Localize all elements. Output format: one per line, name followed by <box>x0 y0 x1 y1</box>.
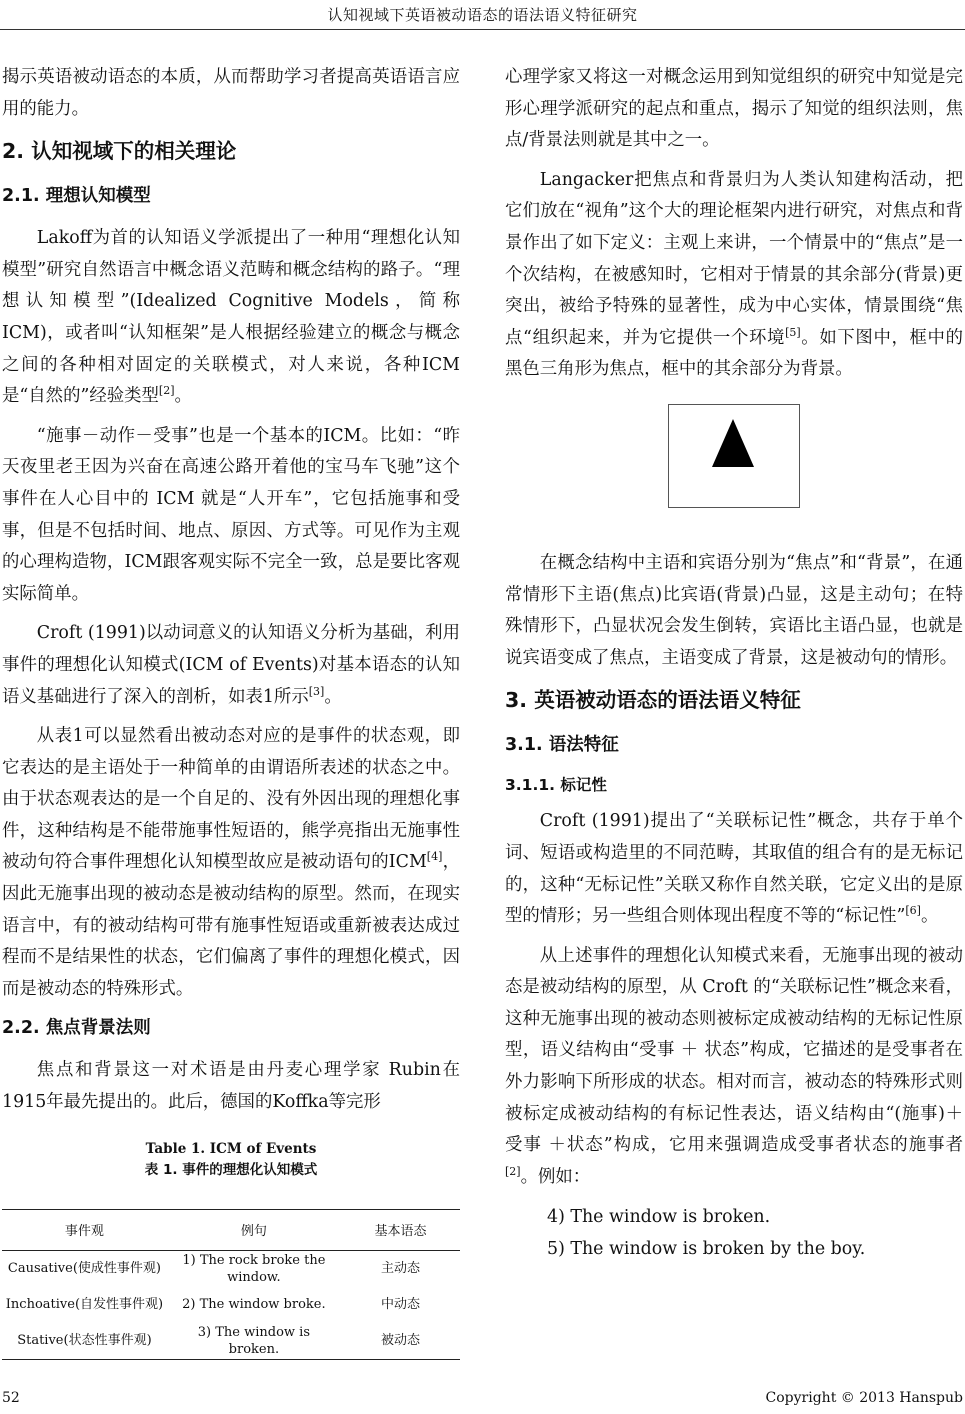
table-cell: 主动态 <box>380 1261 420 1277</box>
table-cell: Causative(使成性事件观) <box>7 1261 161 1277</box>
table-row <box>2 1323 460 1360</box>
figure-ground-diagram <box>668 404 800 508</box>
paragraph-icm-definition: Lakoff为首的认知语义学派提出了一种用“理想化认知模型”研究自然语言中概念语义范畴和概念结构的路子。“理想认知模型”(Idealized Cognitive Models，简称 ICM)，或者叫“认知框架”是人根据经验建立的概念与概念之间的各种相对固定的关联模式，对人来说，各种ICM是“自然的”经验类型[2]。 <box>2 228 460 407</box>
focus-triangle-icon <box>669 405 799 507</box>
table-cell: Stative(状态性事件观) <box>2 1323 167 1360</box>
paragraph-subject-object: 在概念结构中主语和宾语分别为“焦点”和“背景”，在通常情形下主语(焦点)比宾语(背景)凸显，这是主动句；在特殊情形下，凸显状况会发生倒转，宾语比主语凸显，也就是说宾语变成了焦点，主语变成了背景，这是被动句的情形。 <box>505 552 963 668</box>
section-heading-3: 3. 英语被动语态的语法语义特征 <box>505 688 801 713</box>
paragraph-icm-example: “施事－动作－受事”也是一个基本的ICM。比如：“昨天夜里老王因为兴奋在高速公路开着他的宝马车飞驰”这个事件在人心目中的 ICM 就是“人开车”，它包括施事和受事，但是不包括时间、地点、原因、方式等。可见作为主观的心理构造物，ICM跟客观实际不完全一致，总是要比客观实际简单。 <box>2 425 460 604</box>
table-header-cell: 例句 <box>167 1209 341 1250</box>
table-cell: Inchoative(自发性事件观) <box>5 1297 164 1313</box>
table-header-row <box>2 1209 460 1250</box>
citation-ref[interactable]: [2] <box>505 1165 521 1179</box>
citation-ref[interactable]: [5] <box>785 325 801 339</box>
header-rule <box>0 29 965 30</box>
table-cell: 1) The rock broke the window. <box>182 1252 326 1285</box>
subsection-heading-3-1: 3.1. 语法特征 <box>505 735 619 756</box>
table-caption-en: Table 1. ICM of Events <box>145 1140 317 1157</box>
right-column <box>505 62 963 1265</box>
table-cell: 2) The window broke. <box>182 1297 326 1313</box>
subsubsection-heading-3-1-1: 3.1.1. 标记性 <box>505 776 607 795</box>
left-column <box>2 62 460 1360</box>
paragraph-croft: Croft (1991)以动词意义的认知语义分析为基础，利用事件的理想化认知模式(ICM of Events)对基本语态的认知语义基础进行了深入的剖析，如表1所示[3]。 <box>2 623 460 707</box>
section-heading-2: 2. 认知视域下的相关理论 <box>2 139 237 164</box>
citation-ref[interactable]: [4] <box>426 850 443 864</box>
icm-events-table <box>2 1209 460 1360</box>
paragraph-prototype: 从上述事件的理想化认知模式来看，无施事出现的被动态是被动结构的原型，从 Croft 的“关联标记性”概念来看，这种无施事出现的被动态则被标定成被动结构的无标记性原型，语义结构由“受事 ＋ 状态”构成，它描述的是受事者在外力影响下所形成的状态。相对而言，被动态的特殊形式则被标定成被动结构的有标记性表达，语义结构由“(施事)＋ 受事 ＋状态”构成，它用来强调造成受事者状态的施事者[2]。例如： <box>505 945 963 1187</box>
citation-ref[interactable]: [6] <box>905 904 921 918</box>
table-cell: 中动态 <box>380 1297 420 1313</box>
subsection-heading-2-1: 2.1. 理想认知模型 <box>2 186 151 207</box>
paragraph-gestalt-continued: 心理学家又将这一对概念运用到知觉组织的研究中知觉是完形心理学派研究的起点和重点，揭示了知觉的组织法则，焦点/背景法则就是其中之一。 <box>505 67 963 151</box>
table-header-cell: 事件观 <box>2 1209 167 1250</box>
paragraph-markedness: Croft (1991)提出了“关联标记性”概念，共存于单个词、短语或构造里的不同范畴，其取值的组合有的是无标记的，这种“无标记性”关联又称作自然关联，它定义出的是原型的情形；另一些组合则体现出程度不等的“标记性”[6]。 <box>505 811 963 927</box>
table-caption <box>2 1139 460 1181</box>
example-sentence: 4) The window is broken. <box>547 1207 771 1228</box>
running-head: 认知视域下英语被动语态的语法语义特征研究 <box>327 6 638 24</box>
page-number: 52 <box>2 1390 20 1406</box>
subsection-heading-2-2: 2.2. 焦点背景法则 <box>2 1018 151 1039</box>
paragraph-intro-continued: 揭示英语被动语态的本质，从而帮助学习者提高英语语言应用的能力。 <box>2 67 460 119</box>
table-header-cell: 基本语态 <box>341 1209 460 1250</box>
table-cell: 3) The window is broken. <box>167 1323 341 1360</box>
paragraph-langacker: Langacker把焦点和背景归为人类认知建构活动，把它们放在“视角”这个大的理论框架内进行研究，对焦点和背景作出了如下定义：主观上来讲，一个情景中的“焦点”是一个次结构，在被感知时，它相对于情景的其余部分(背景)更突出，被给予特殊的显著性，成为中心实体，情景围绕“焦点“组织起来，并为它提供一个环境[5]。如下图中，框中的黑色三角形为焦点，框中的其余部分为背景。 <box>505 169 963 380</box>
citation-ref[interactable]: [3] <box>308 684 325 698</box>
paragraph-stative: 从表1可以显然看出被动态对应的是事件的状态观，即它表达的是主语处于一种简单的由谓语所表述的状态之中。由于状态观表达的是一个自足的、没有外因出现的理想化事件，这种结构是不能带施事性短语的，熊学亮指出无施事性被动句符合事件理想化认知模型故应是被动语句的ICM[4]，因此无施事出现的被动态是被动结构的原型。然而，在现实语言中，有的被动结构可带有施事性短语或重新被表达成过程而不是结果性的状态，它们偏离了事件的理想化模式，因而是被动态的特殊形式。 <box>2 726 460 999</box>
table-row <box>2 1287 460 1323</box>
table-caption-zh: 表 1. 事件的理想化认知模式 <box>144 1161 318 1178</box>
example-sentence: 5) The window is broken by the boy. <box>547 1239 866 1260</box>
paragraph-figure-ground: 焦点和背景这一对术语是由丹麦心理学家 Rubin在1915年最先提出的。此后，德国的Koffka等完形 <box>2 1060 460 1113</box>
table-row <box>2 1250 460 1287</box>
copyright-notice: Copyright © 2013 Hanspub <box>765 1390 963 1406</box>
citation-ref[interactable]: [2] <box>158 384 175 398</box>
table-cell: 被动态 <box>341 1323 460 1360</box>
